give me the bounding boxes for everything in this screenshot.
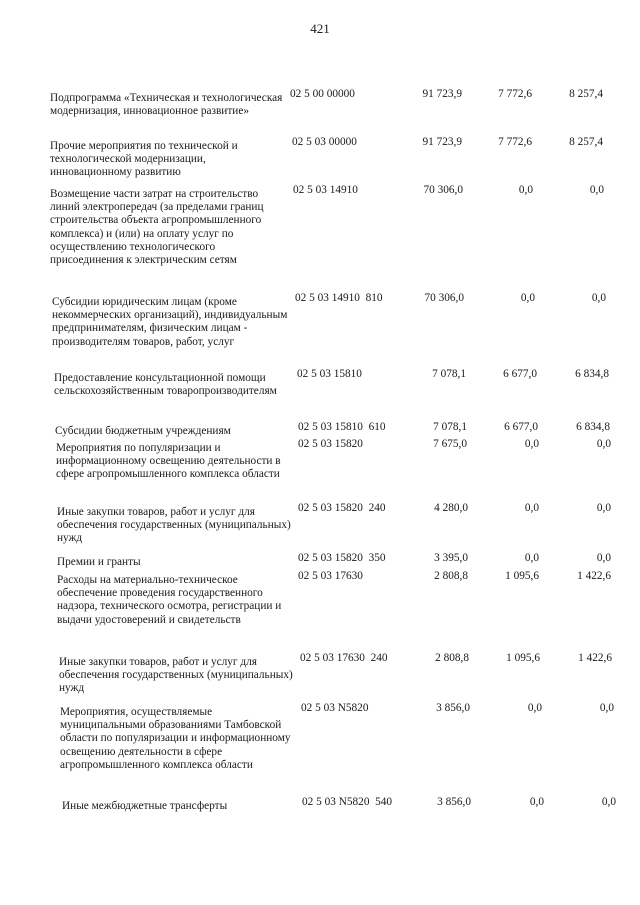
row-value-2: 6 677,0: [504, 421, 538, 433]
row-code: 02 5 03 N5820 540: [302, 796, 393, 808]
row-value-1: 3 395,0: [434, 552, 468, 564]
row-value-2: 1 095,6: [505, 570, 539, 582]
row-value-1: 91 723,9: [422, 136, 462, 148]
row-value-3: 0,0: [596, 552, 611, 564]
row-value-1: 4 280,0: [434, 502, 468, 514]
row-value-1: 70 306,0: [424, 292, 464, 304]
row-name: Субсидии юридическим лицам (кроме некоммерческих организаций), индивидуальным предпринимателям, физическим лицам - производителям товаров, работ, услуг: [52, 296, 288, 348]
row-value-1: 7 078,1: [433, 421, 467, 433]
page-number: 421: [310, 21, 330, 36]
row-value-3: 0,0: [599, 702, 614, 714]
row-value-3: 0,0: [596, 438, 611, 450]
row-code: 02 5 03 00000: [292, 136, 357, 148]
row-code: 02 5 03 15820: [298, 438, 363, 450]
row-value-2: 0,0: [524, 438, 539, 450]
row-value-1: 3 856,0: [436, 702, 470, 714]
row-code: 02 5 03 15820 240: [298, 502, 386, 514]
row-name: Возмещение части затрат на строительство линий электропередач (за пределами границ строительства объекта агропромышленного комплекса) и (или) на оплату услуг по осуществлению технологического присоединения к электрическим сетям: [50, 188, 264, 267]
row-value-2: 7 772,6: [498, 136, 532, 148]
row-code: 02 5 00 00000: [290, 88, 355, 100]
row-name: Расходы на материально-техническое обеспечение проведения государственного надзора, технического осмотра, регистрации и выдачи удостоверений и свидетельств: [57, 574, 282, 626]
row-name: Предоставление консультационной помощи сельскохозяйственным товаропроизводителям: [54, 372, 277, 398]
row-value-3: 0,0: [601, 796, 616, 808]
row-value-2: 1 095,6: [506, 652, 540, 664]
row-value-3: 1 422,6: [578, 652, 612, 664]
row-name: Иные закупки товаров, работ и услуг для обеспечения государственных (муниципальных) нужд: [59, 656, 293, 695]
row-value-3: 0,0: [596, 502, 611, 514]
row-code: 02 5 03 14910 810: [295, 292, 383, 304]
row-code: 02 5 03 17630 240: [300, 652, 388, 664]
row-value-3: 8 257,4: [569, 136, 603, 148]
row-value-3: 6 834,8: [576, 421, 610, 433]
row-value-1: 2 808,8: [434, 570, 468, 582]
row-value-1: 7 078,1: [432, 368, 466, 380]
row-value-2: 0,0: [524, 552, 539, 564]
row-value-2: 0,0: [518, 184, 533, 196]
row-value-1: 7 675,0: [433, 438, 467, 450]
row-code: 02 5 03 15810 610: [298, 421, 386, 433]
row-code: 02 5 03 N5820: [301, 702, 369, 714]
row-name: Прочие мероприятия по технической и технологической модернизации, инновационному развитию: [50, 140, 238, 179]
row-value-1: 3 856,0: [437, 796, 471, 808]
row-value-1: 91 723,9: [422, 88, 462, 100]
row-name: Мероприятия, осуществляемые муниципальными образованиями Тамбовской области по популяризации и информационному освещению деятельности в сфере агропромышленного комплекса области: [60, 706, 291, 771]
row-value-3: 6 834,8: [575, 368, 609, 380]
row-code: 02 5 03 15820 350: [298, 552, 386, 564]
row-value-2: 0,0: [527, 702, 542, 714]
row-value-2: 0,0: [529, 796, 544, 808]
row-value-2: 7 772,6: [498, 88, 532, 100]
row-value-1: 2 808,8: [435, 652, 469, 664]
row-value-1: 70 306,0: [423, 184, 463, 196]
row-value-3: 0,0: [589, 184, 604, 196]
row-value-3: 0,0: [591, 292, 606, 304]
row-code: 02 5 03 17630: [298, 570, 363, 582]
row-name: Субсидии бюджетным учреждениям: [55, 425, 231, 437]
row-name: Мероприятия по популяризации и информационному освещению деятельности в сфере агропромышленного комплекса области: [56, 442, 281, 481]
row-code: 02 5 03 14910: [293, 184, 358, 196]
row-value-2: 6 677,0: [503, 368, 537, 380]
row-value-2: 0,0: [520, 292, 535, 304]
row-name: Иные межбюджетные трансферты: [62, 800, 228, 812]
row-value-3: 8 257,4: [569, 88, 603, 100]
row-name: Премии и гранты: [57, 556, 141, 568]
row-name: Подпрограмма «Техническая и технологическая модернизация, инновационное развитие»: [50, 92, 283, 118]
row-value-2: 0,0: [524, 502, 539, 514]
row-code: 02 5 03 15810: [297, 368, 362, 380]
row-name: Иные закупки товаров, работ и услуг для обеспечения государственных (муниципальных) нужд: [57, 506, 291, 545]
row-value-3: 1 422,6: [577, 570, 611, 582]
